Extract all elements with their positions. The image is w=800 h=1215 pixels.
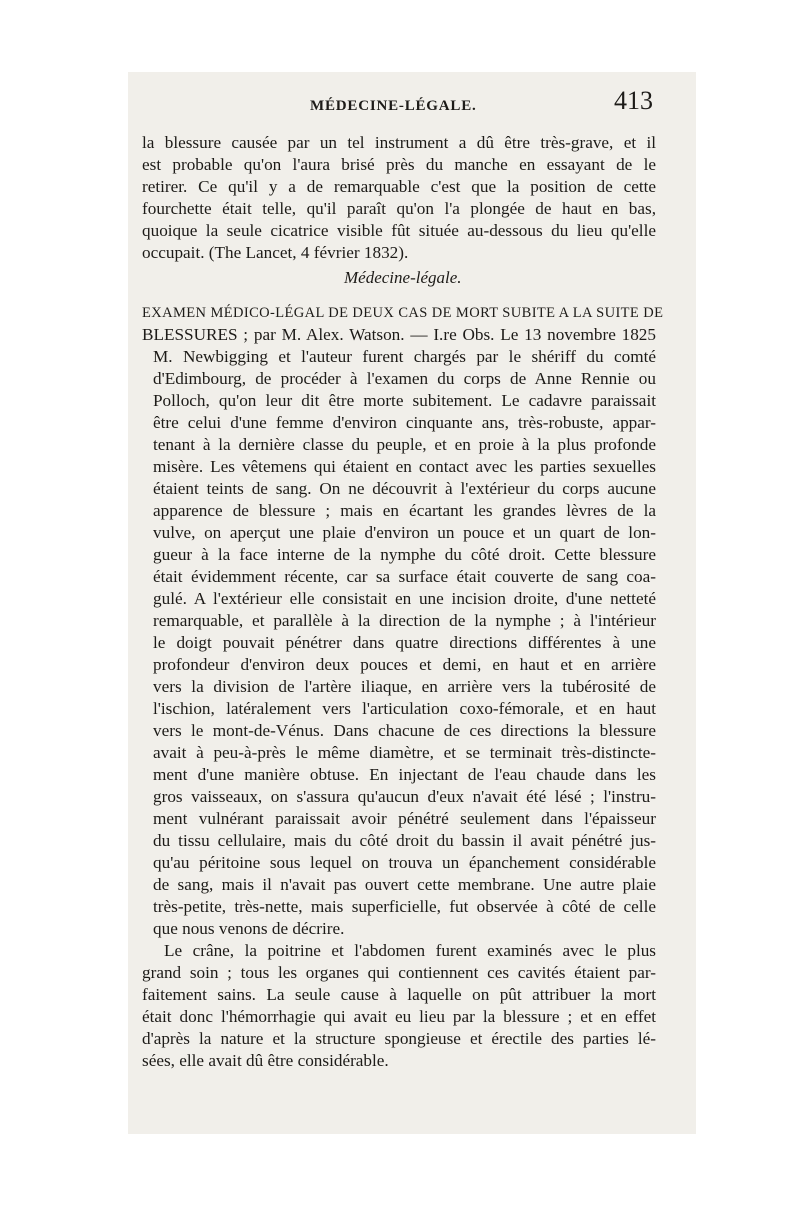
text-line: occupait. (The Lancet, 4 février 1832). — [142, 243, 409, 262]
text-line: était évidemment récente, car sa surface était couverte de sang coa- — [153, 567, 656, 586]
article-title-line: EXAMEN MÉDICO-LÉGAL DE DEUX CAS DE MORT SUBITE A LA SUITE DE — [142, 305, 664, 321]
text-line: misère. Les vêtemens qui étaient en contact avec les parties sexuelles — [153, 457, 656, 476]
text-line: est probable qu'on l'aura brisé près du manche en essayant de le — [142, 155, 656, 174]
text-line: grand soin ; tous les organes qui contiennent ces cavités étaient par- — [142, 963, 656, 982]
text-line: d'Edimbourg, de procéder à l'examen du corps de Anne Rennie ou — [153, 369, 656, 388]
text-line: gueur à la face interne de la nymphe du côté droit. Cette blessure — [153, 545, 656, 564]
text-line: fourchette était telle, qu'il paraît qu'on l'a plongée de haut en bas, — [142, 199, 656, 218]
running-head: MÉDECINE-LÉGALE. — [310, 98, 477, 114]
text-line: profondeur d'environ deux pouces et demi, en haut et en arrière — [153, 655, 656, 674]
text-line: vers le mont-de-Vénus. Dans chacune de ces directions la blessure — [153, 721, 656, 740]
page-number: 413 — [614, 86, 653, 115]
text-line: que nous venons de décrire. — [153, 919, 345, 938]
text-line: était donc l'hémorrhagie qui avait eu lieu par la blessure ; et en effet — [142, 1007, 656, 1026]
section-heading: Médecine-légale. — [344, 268, 462, 287]
text-line: avait à peu-à-près le même diamètre, et se terminait très-distincte- — [153, 743, 656, 762]
text-line: le doigt pouvait pénétrer dans quatre directions différentes à une — [153, 633, 656, 652]
text-line: de sang, mais il n'avait pas ouvert cette membrane. Une autre plaie — [153, 875, 656, 894]
text-line: qu'au péritoine sous lequel on trouva un épanchement considérable — [153, 853, 656, 872]
text-line: gulé. A l'extérieur elle consistait en une incision droite, d'une netteté — [153, 589, 656, 608]
text-line: d'après la nature et la structure spongieuse et érectile des parties lé- — [142, 1029, 656, 1048]
text-line: tenant à la dernière classe du peuple, et en proie à la plus profonde — [153, 435, 656, 454]
text-line: vers la division de l'artère iliaque, en arrière vers la tubérosité de — [153, 677, 656, 696]
text-line: M. Newbigging et l'auteur furent chargés par le shériff du comté — [153, 347, 656, 366]
text-line: vulve, on aperçut une plaie d'environ un pouce et un quart de lon- — [153, 523, 656, 542]
text-line: quoique la seule cicatrice visible fût située au-dessous du lieu qu'elle — [142, 221, 656, 240]
text-line: étaient teints de sang. On ne découvrit à l'extérieur du corps aucune — [153, 479, 656, 498]
text-line: Le crâne, la poitrine et l'abdomen furent examinés avec le plus — [164, 941, 656, 960]
text-line: BLESSURES ; par M. Alex. Watson. — I.re Obs. Le 13 novembre 1825 — [142, 325, 656, 344]
text-line: la blessure causée par un tel instrument a dû être très-grave, et il — [142, 133, 656, 152]
text-line: gros vaisseaux, on s'assura qu'aucun d'eux n'avait été lésé ; l'instru- — [153, 787, 656, 806]
text-line: remarquable, et parallèle à la direction de la nymphe ; à l'intérieur — [153, 611, 656, 630]
text-line: ment vulnérant paraissait avoir pénétré seulement dans l'épaisseur — [153, 809, 656, 828]
text-line: être celui d'une femme d'environ cinquante ans, très-robuste, appar- — [153, 413, 656, 432]
text-line: faitement sains. La seule cause à laquelle on pût attribuer la mort — [142, 985, 656, 1004]
text-line: très-petite, très-nette, mais superficielle, fut observée à côté de celle — [153, 897, 656, 916]
text-line: l'ischion, latéralement vers l'articulation coxo-fémorale, et en haut — [153, 699, 656, 718]
text-line: Polloch, qu'on leur dit être morte subitement. Le cadavre paraissait — [153, 391, 656, 410]
text-line: retirer. Ce qu'il y a de remarquable c'est que la position de cette — [142, 177, 656, 196]
text-line: sées, elle avait dû être considérable. — [142, 1051, 389, 1070]
text-line: ment d'une manière obtuse. En injectant de l'eau chaude dans les — [153, 765, 656, 784]
text-line: du tissu cellulaire, mais du côté droit du bassin il avait pénétré jus- — [153, 831, 656, 850]
text-line: apparence de blessure ; mais en écartant les grandes lèvres de la — [153, 501, 656, 520]
